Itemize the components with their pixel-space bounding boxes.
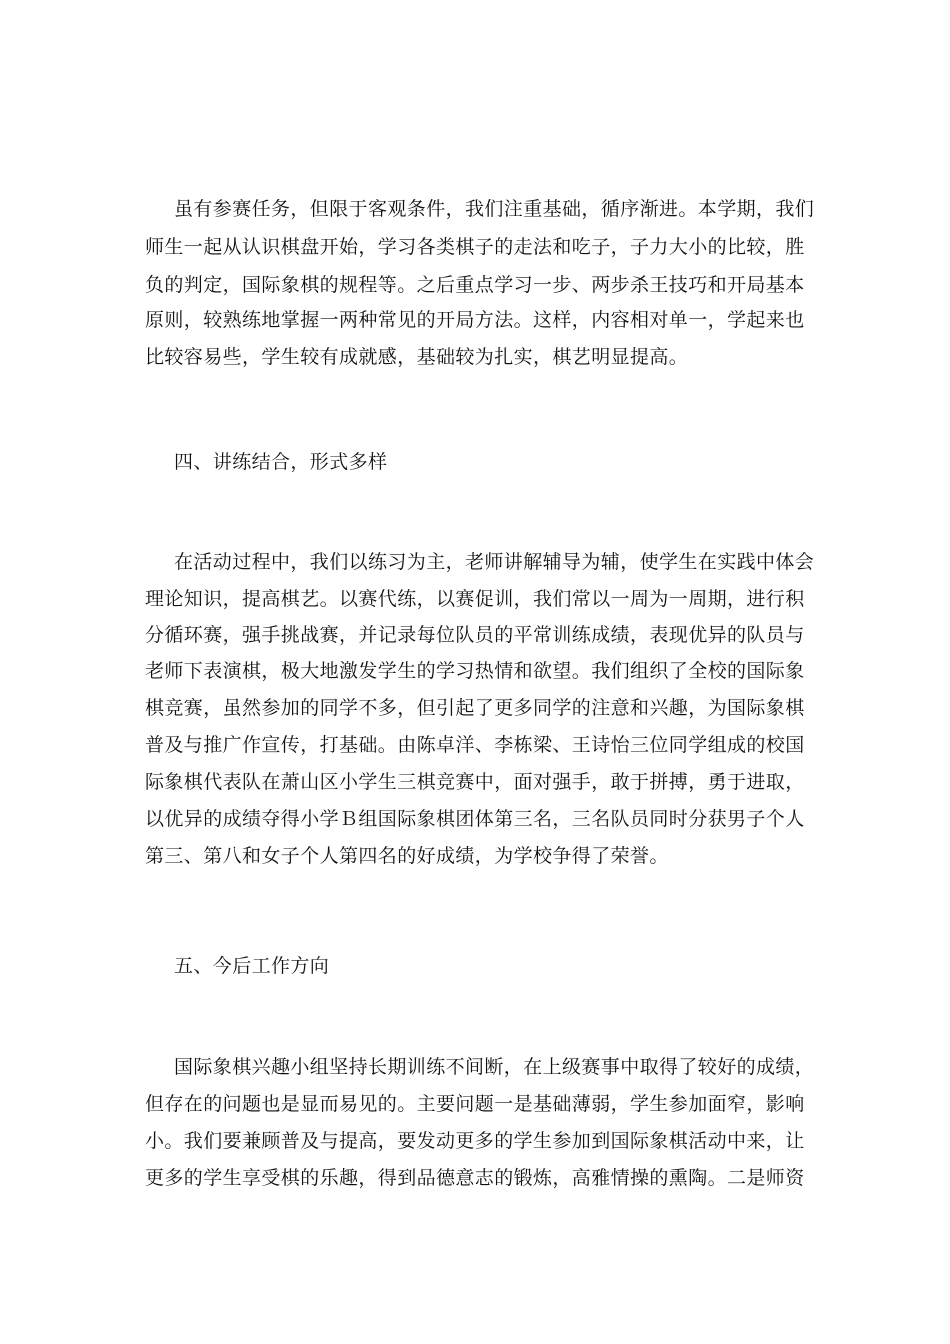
text-line: 更多的学生享受棋的乐趣，得到品德意志的锻炼，高雅情操的熏陶。二是师资	[145, 1167, 805, 1189]
text-line: 师生一起从认识棋盘开始，学习各类棋子的走法和吃子，子力大小的比较，胜	[145, 236, 805, 258]
text-line: 普及与推广作宣传，打基础。由陈卓洋、李栋梁、王诗怡三位同学组成的校国	[145, 734, 805, 756]
text-line: 虽有参赛任务，但限于客观条件，我们注重基础，循序渐进。本学期，我们	[174, 198, 815, 220]
text-line: 分循环赛，强手挑战赛，并记录每位队员的平常训练成绩，表现优异的队员与	[145, 624, 805, 646]
text-line: 第三、第八和女子个人第四名的好成绩，为学校争得了荣誉。	[145, 845, 669, 867]
text-line: 老师下表演棋，极大地激发学生的学习热情和欲望。我们组织了全校的国际象	[145, 660, 805, 682]
text-line: 国际象棋兴趣小组坚持长期训练不间断，在上级赛事中取得了较好的成绩，	[174, 1056, 815, 1078]
text-line: 际象棋代表队在萧山区小学生三棋竞赛中，面对强手，敢于拼搏，勇于进取，	[145, 771, 805, 793]
text-line: 小。我们要兼顾普及与提高，要发动更多的学生参加到国际象棋活动中来，让	[145, 1130, 805, 1152]
text-line: 在活动过程中，我们以练习为主，老师讲解辅导为辅，使学生在实践中体会	[174, 551, 815, 573]
text-line: 比较容易些，学生较有成就感，基础较为扎实，棋艺明显提高。	[145, 346, 689, 368]
section-heading: 五、今后工作方向	[174, 955, 330, 977]
text-line: 理论知识，提高棋艺。以赛代练，以赛促训，我们常以一周为一周期，进行积	[145, 588, 805, 610]
section-heading: 四、讲练结合，形式多样	[174, 451, 388, 473]
text-line: 负的判定，国际象棋的规程等。之后重点学习一步、两步杀王技巧和开局基本	[145, 274, 805, 296]
text-line: 棋竞赛，虽然参加的同学不多，但引起了更多同学的注意和兴趣，为国际象棋	[145, 697, 805, 719]
text-line: 但存在的问题也是显而易见的。主要问题一是基础薄弱，学生参加面窄，影响	[145, 1093, 805, 1115]
text-line: 原则，较熟练地掌握一两种常见的开局方法。这样，内容相对单一，学起来也	[145, 309, 805, 331]
text-line: 以优异的成绩夺得小学Ｂ组国际象棋团体第三名，三名队员同时分获男子个人	[145, 808, 805, 830]
